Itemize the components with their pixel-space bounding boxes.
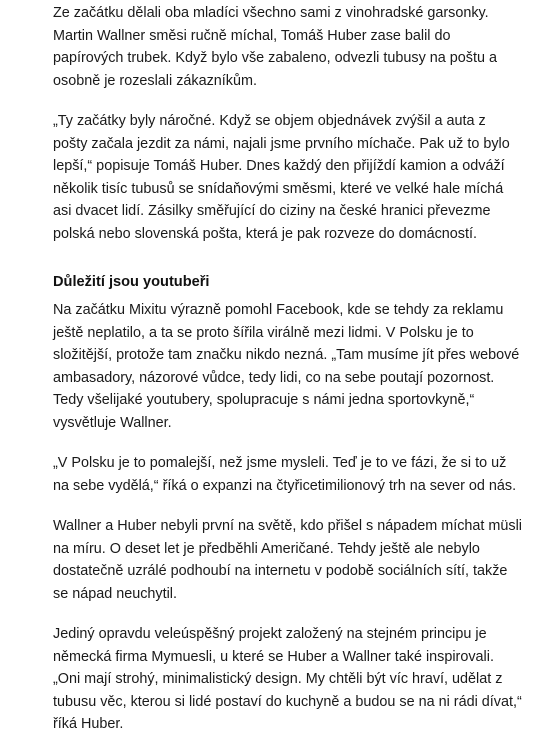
section-heading: Důležití jsou youtubeři bbox=[53, 274, 210, 290]
article-paragraph-2: „Ty začátky byly náročné. Když se objem objednávek zvýšil a auta z pošty začala jezdit za námi, najali jsme prvního míchače. Pak už to bylo lepší,“ popisuje Tomáš Huber. Dnes každý den přijíždí kamion a odváží několik tisíc tubusů se snídaňovými směsmi, které ve velké hale míchá asi dvacet lidí. Zásilky směřující do ciziny na české hranici převezme polská nebo slovenská pošta, která je pak rozveze do domácností. bbox=[53, 113, 510, 242]
article-body bbox=[53, 0, 523, 754]
article-paragraph-4: „V Polsku je to pomalejší, než jsme mysleli. Teď je to ve fázi, že si to už na sebe vydělá,“ říká o expanzi na čtyřicetimilionový trh na sever od nás. bbox=[53, 455, 517, 494]
article-paragraph-3: Na začátku Mixitu výrazně pomohl Facebook, kde se tehdy za reklamu ještě neplatilo, a ta se proto šířila virálně mezi lidmi. V Polsku je to složitější, protože tam značku nikdo nezná. „Tam musíme jít přes webové ambasadory, názorové vůdce, tedy lidi, co na sebe poutají pozornost. Tedy všelijaké youtubery, spolupracuje s námi jedna sportovkyně,“ vysvětluje Wallner. bbox=[53, 302, 520, 431]
article-paragraph-1: Ze začátku dělali oba mladíci všechno sami z vinohradské garsonky. Martin Wallner směsi ručně míchal, Tomáš Huber zase balil do papírových trubek. Když bylo vše zabaleno, odvezli tubusy na poštu a osobně je rozeslali zákazníkům. bbox=[53, 5, 497, 89]
article-paragraph-5: Wallner a Huber nebyli první na světě, kdo přišel s nápadem míchat müsli na míru. O deset let je předběhli Američané. Tehdy ještě ale nebylo dostatečně uzrálé podhoubí na internetu v podobě sociálních sítí, takže se nápad neuchytil. bbox=[53, 518, 522, 602]
article-paragraph-6: Jediný opravdu veleúspěšný projekt založený na stejném principu je německá firma Mymuesli, u které se Huber a Wallner také inspirovali. „Oni mají strohý, minimalistický design. My chtěli být víc hraví, udělat z tubusu věc, kterou si lidé postaví do kuchyně a budou se na ni rádi dívat,“ říká Huber. bbox=[53, 626, 522, 732]
